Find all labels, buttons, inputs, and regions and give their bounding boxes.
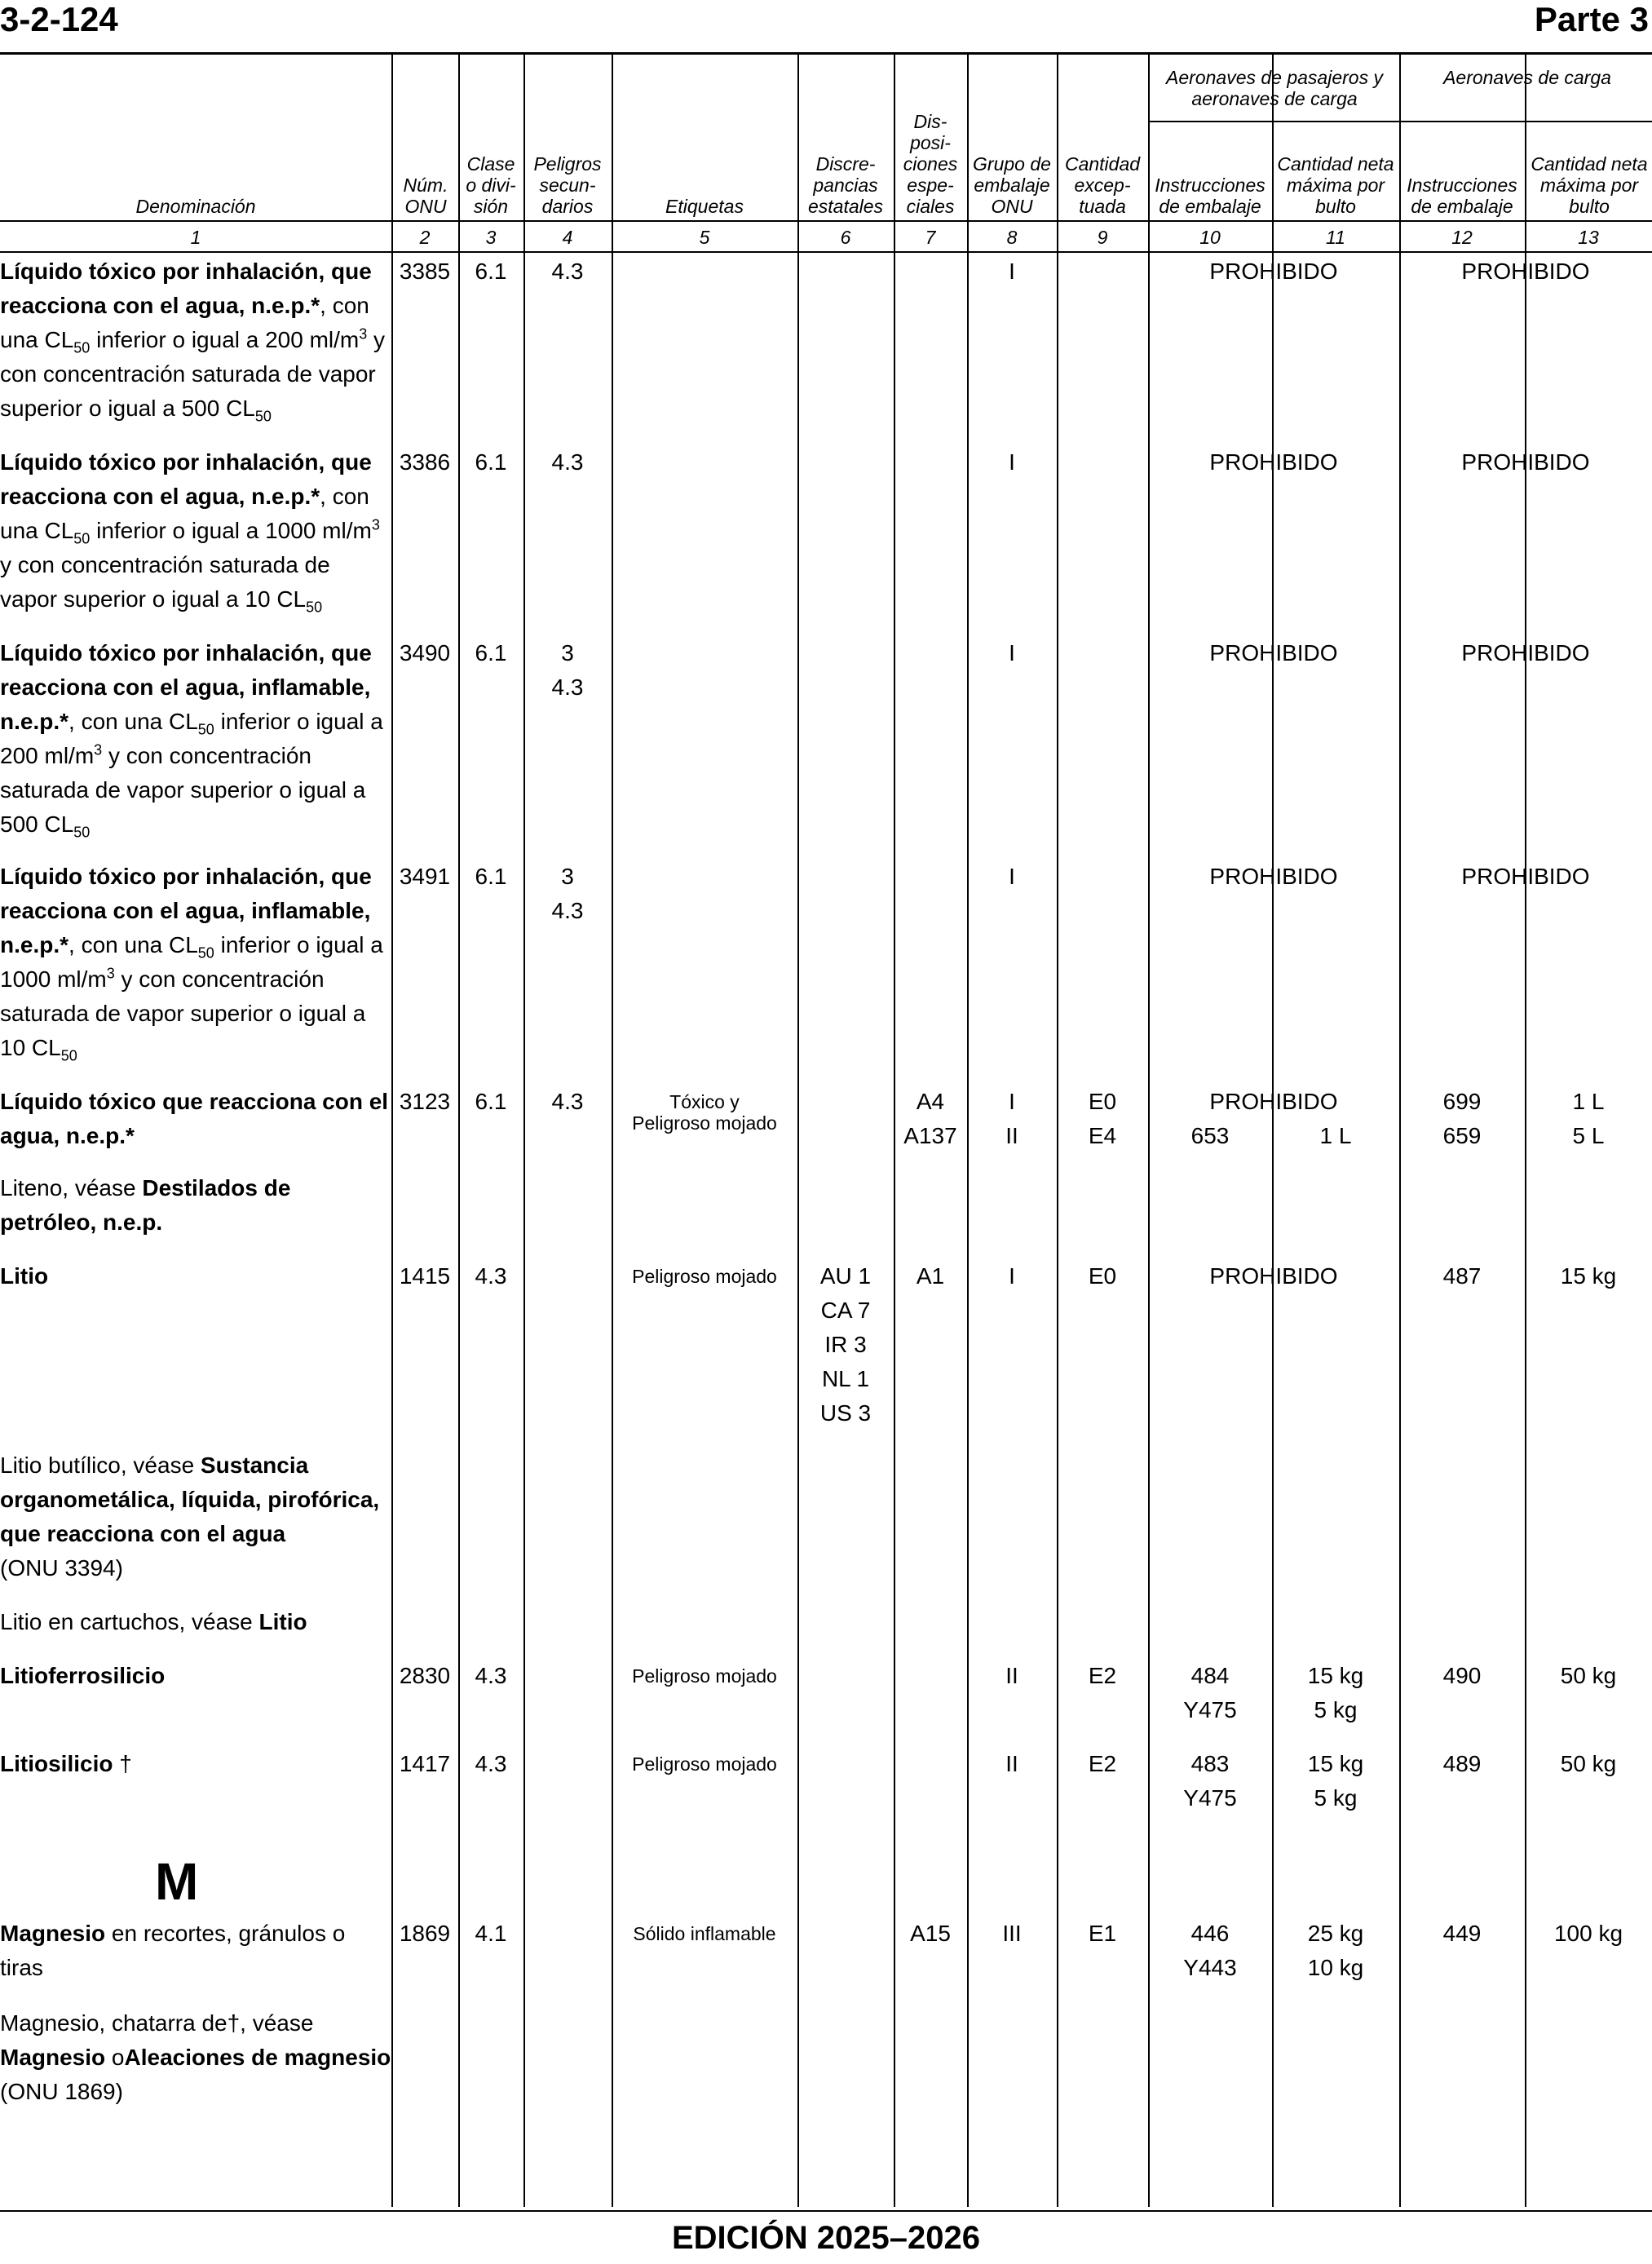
footer-rule	[0, 2210, 1652, 2212]
un-number: 1417	[399, 1751, 451, 1776]
page-number: 3-2-124	[0, 0, 118, 38]
cross-reference: Magnesio, chatarra de†, véase Magnesio oAleaciones de magnesio (ONU 1869)	[0, 2010, 391, 2104]
cargo-max-quantity: 100 kg	[1553, 1921, 1623, 1946]
un-number: 2830	[399, 1663, 451, 1688]
subsidiary-risk: 4.3	[551, 259, 584, 284]
subsidiary-risk: 4.3	[551, 1089, 584, 1114]
cargo-prohibited: PROHIBIDO	[1461, 640, 1590, 665]
cargo-packing-instruction: 487	[1442, 1263, 1482, 1289]
un-number: 3386	[399, 449, 451, 475]
column-divider	[523, 54, 525, 2207]
entry-name: Líquido tóxico por inhalación, que reacciona con el agua, n.e.p.*, con una $CL_{50}$ inferior o igual a 200 $ml/m^3$ y con concentración saturada de vapor superior o igual a 500 $CL_{50}$	[0, 259, 386, 425]
un-number: 3385	[399, 259, 451, 284]
packing-group: I	[1009, 864, 1015, 889]
column-number: 9	[1097, 227, 1108, 248]
top-rule	[0, 52, 1652, 55]
header-instr-pax: Instrucciones de embalaje	[1155, 175, 1266, 217]
packing-group: I	[1009, 640, 1015, 665]
pax-packing-instruction: 483 Y475	[1183, 1751, 1237, 1811]
cargo-prohibited: PROHIBIDO	[1461, 259, 1590, 284]
packing-group: III	[1002, 1921, 1022, 1946]
column-number: 8	[1006, 227, 1018, 248]
column-number: 6	[840, 227, 851, 248]
entry-name: Litiosilicio †	[0, 1751, 132, 1776]
header-instr-cargo: Instrucciones de embalaje	[1407, 175, 1517, 217]
pax-packing-instruction: 653	[1190, 1123, 1230, 1148]
column-number: 11	[1326, 227, 1345, 248]
cargo-packing-instruction: 490	[1442, 1663, 1482, 1688]
special-provisions: A15	[910, 1921, 951, 1946]
pax-max-quantity: 25 kg 10 kg	[1307, 1921, 1364, 1980]
pax-max-quantity: 1 L	[1319, 1123, 1352, 1148]
edition-footer: EDICIÓN 2025–2026	[671, 2220, 980, 2256]
cargo-max-quantity: 50 kg	[1560, 1663, 1617, 1688]
pax-packing-instruction: 446 Y443	[1183, 1921, 1237, 1980]
hazard-label: Tóxico y Peligroso mojado	[632, 1091, 777, 1134]
excepted-quantity: E2	[1088, 1751, 1117, 1776]
entry-name: Magnesio en recortes, gránulos o tiras	[0, 1921, 346, 1980]
cargo-max-quantity: 1 L 5 L	[1572, 1089, 1605, 1148]
pax-prohibited: PROHIBIDO	[1209, 640, 1338, 665]
cargo-max-quantity: 50 kg	[1560, 1751, 1617, 1776]
column-number: 1	[190, 227, 201, 248]
column-number: 5	[699, 227, 710, 248]
special-provisions: A4 A137	[903, 1089, 957, 1148]
packing-group: I	[1009, 259, 1015, 284]
column-number: 7	[925, 227, 936, 248]
header-discrepancias: Discre- pancias estatales	[807, 153, 884, 217]
header-cantidad-exc: Cantidad excep- tuada	[1064, 153, 1141, 217]
section-letter: M	[155, 1852, 199, 1911]
class-division: 4.3	[475, 1663, 507, 1688]
class-division: 6.1	[475, 640, 507, 665]
entry-name: Líquido tóxico por inhalación, que reacciona con el agua, inflamable, n.e.p.*, con una $CL_{50}$ inferior o igual a 1000 $ml/m^3$ y con concentración saturada de vapor superior o igual a 10 $CL_{50}$	[0, 864, 383, 1064]
hazard-label: Peligroso mojado	[632, 1665, 777, 1687]
class-division: 6.1	[475, 1089, 507, 1114]
class-division: 4.1	[475, 1921, 507, 1946]
entry-name: Líquido tóxico por inhalación, que reacciona con el agua, inflamable, n.e.p.*, con una $CL_{50}$ inferior o igual a 200 $ml/m^3$ y con concentración saturada de vapor superior o igual a 500 $CL_{50}$	[0, 640, 383, 841]
hazard-label: Peligroso mojado	[632, 1753, 777, 1775]
header-rule	[0, 220, 1652, 222]
column-number: 2	[419, 227, 431, 248]
column-number: 12	[1451, 227, 1473, 248]
column-divider	[391, 54, 393, 2207]
entry-name: Líquido tóxico por inhalación, que reacciona con el agua, n.e.p.*, con una $CL_{50}$ inferior o igual a 1000 $ml/m^3$ y con concentración saturada de vapor superior o igual a 10 $CL_{50}$	[0, 449, 380, 616]
header-peligros: Peligros secun- darios	[533, 153, 602, 217]
pax-prohibited: PROHIBIDO	[1209, 449, 1338, 475]
pax-prohibited: PROHIBIDO	[1209, 1089, 1338, 1114]
packing-group: I	[1009, 1263, 1015, 1289]
subsidiary-risk: 4.3	[551, 449, 584, 475]
class-division: 4.3	[475, 1751, 507, 1776]
column-number: 3	[485, 227, 497, 248]
excepted-quantity: E2	[1088, 1663, 1117, 1688]
header-disposiciones: Dis- posi- ciones espe- ciales	[903, 111, 958, 217]
pax-prohibited: PROHIBIDO	[1209, 1263, 1338, 1289]
header-cant-pax: Cantidad neta máxima por bulto	[1277, 153, 1394, 217]
special-provisions: A1	[916, 1263, 945, 1289]
un-number: 3491	[399, 864, 451, 889]
excepted-quantity: E0	[1088, 1263, 1117, 1289]
part-label: Parte 3	[1534, 0, 1649, 38]
hazard-label: Sólido inflamable	[633, 1923, 776, 1944]
header-etiquetas: Etiquetas	[665, 196, 744, 217]
packing-group: II	[1005, 1751, 1018, 1776]
class-division: 6.1	[475, 864, 507, 889]
column-number: 13	[1578, 227, 1599, 248]
pax-max-quantity: 15 kg 5 kg	[1307, 1663, 1364, 1722]
un-number: 3490	[399, 640, 451, 665]
un-number: 3123	[399, 1089, 451, 1114]
colnum-rule	[0, 251, 1652, 253]
header-group-cargo: Aeronaves de carga	[1443, 67, 1611, 88]
pax-max-quantity: 15 kg 5 kg	[1307, 1751, 1364, 1811]
column-divider	[797, 54, 799, 2207]
hazard-label: Peligroso mojado	[632, 1266, 777, 1287]
pax-prohibited: PROHIBIDO	[1209, 864, 1338, 889]
class-division: 4.3	[475, 1263, 507, 1289]
packing-group: I	[1009, 449, 1015, 475]
cross-reference: Litio en cartuchos, véase Litio	[0, 1609, 307, 1634]
cargo-packing-instruction: 699 659	[1442, 1089, 1482, 1148]
pax-prohibited: PROHIBIDO	[1209, 259, 1338, 284]
header-grupo: Grupo de embalaje ONU	[973, 153, 1051, 217]
column-number: 4	[562, 227, 573, 248]
header-clase: Clase o divi- sión	[466, 153, 516, 217]
state-variations: AU 1 CA 7 IR 3 NL 1 US 3	[819, 1263, 872, 1426]
cargo-packing-instruction: 489	[1442, 1751, 1482, 1776]
cargo-prohibited: PROHIBIDO	[1461, 864, 1590, 889]
excepted-quantity: E0 E4	[1088, 1089, 1117, 1148]
header-cant-cargo: Cantidad neta máxima por bulto	[1531, 153, 1648, 217]
un-number: 1415	[399, 1263, 451, 1289]
cross-reference: Liteno, véase Destilados de petróleo, n.e.p.	[0, 1175, 291, 1235]
excepted-quantity: E1	[1088, 1921, 1117, 1946]
header-denominacion: Denominación	[135, 196, 256, 217]
subsidiary-risk: 3 4.3	[551, 640, 584, 700]
pax-packing-instruction: 484 Y475	[1183, 1663, 1237, 1722]
cargo-max-quantity: 15 kg	[1560, 1263, 1617, 1289]
packing-group: II	[1005, 1663, 1018, 1688]
header-group-pax: Aeronaves de pasajeros y aeronaves de carga	[1166, 67, 1383, 109]
un-number: 1869	[399, 1921, 451, 1946]
cargo-packing-instruction: 449	[1442, 1921, 1482, 1946]
entry-name: Litioferrosilicio	[0, 1663, 166, 1688]
entry-name: Líquido tóxico que reacciona con el agua, n.e.p.*	[0, 1089, 389, 1148]
column-divider	[458, 54, 460, 2207]
cross-reference: Litio butílico, véase Sustancia organometálica, líquida, pirofórica, que reacciona con el agua (ONU 3394)	[0, 1453, 380, 1581]
entry-name: Litio	[0, 1263, 49, 1289]
class-division: 6.1	[475, 259, 507, 284]
class-division: 6.1	[475, 449, 507, 475]
header-num-onu: Núm. ONU	[403, 175, 448, 217]
subsidiary-risk: 3 4.3	[551, 864, 584, 923]
column-number: 10	[1199, 227, 1221, 248]
cargo-prohibited: PROHIBIDO	[1461, 449, 1590, 475]
packing-group: I II	[1005, 1089, 1018, 1148]
